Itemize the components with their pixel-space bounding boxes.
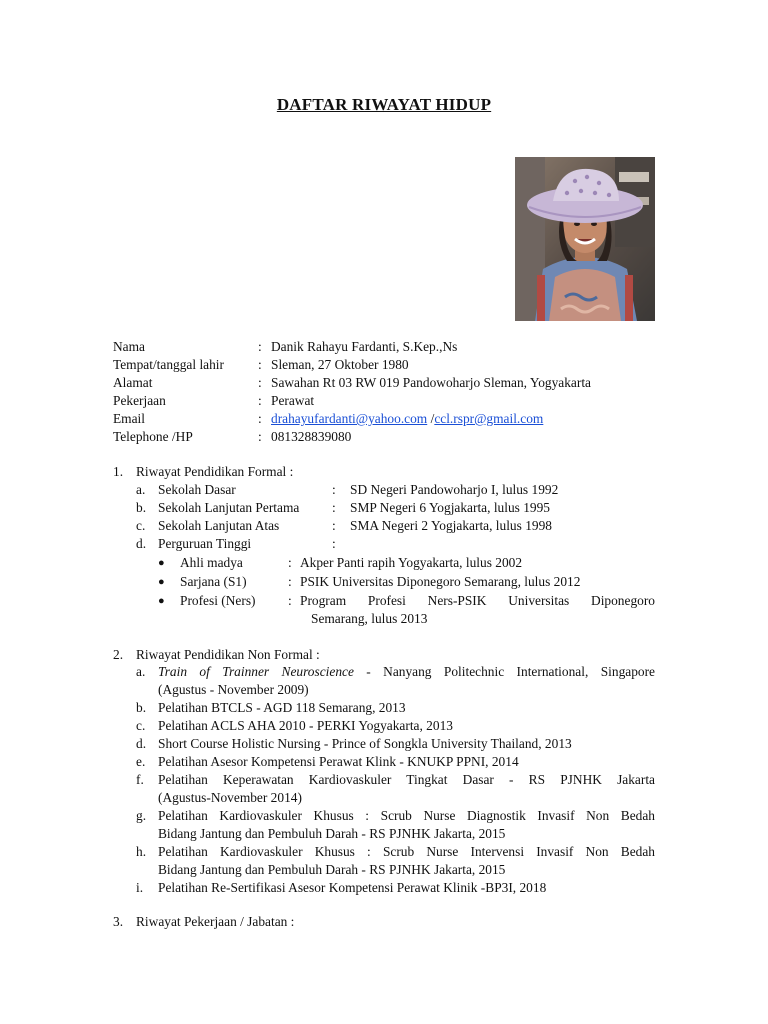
personal-label: Telephone /HP bbox=[113, 429, 193, 444]
degree-value-line1: Program Profesi Ners-PSIK Universitas Diponegoro bbox=[300, 593, 655, 608]
personal-label: Tempat/tanggal lahir bbox=[113, 357, 224, 372]
personal-value: Sawahan Rt 03 RW 019 Pandowoharjo Sleman, Yogyakarta bbox=[271, 375, 591, 390]
degree-colon: : bbox=[288, 555, 292, 570]
personal-colon: : bbox=[258, 411, 262, 426]
training-line2: (Agustus-November 2014) bbox=[158, 790, 302, 805]
section2-title: Riwayat Pendidikan Non Formal : bbox=[136, 647, 320, 662]
email-separator: / bbox=[427, 411, 435, 426]
document-title: DAFTAR RIWAYAT HIDUP bbox=[276, 95, 492, 114]
personal-label: Pekerjaan bbox=[113, 393, 166, 408]
training-line2: (Agustus - November 2009) bbox=[158, 682, 309, 697]
training-line1: Short Course Holistic Nursing - Prince of Songkla University Thailand, 2013 bbox=[158, 736, 572, 751]
email-value bbox=[271, 410, 543, 428]
education-label: Sekolah Dasar bbox=[158, 482, 236, 497]
section3-number: 3. bbox=[113, 914, 124, 929]
degree-value-line2: Semarang, lulus 2013 bbox=[311, 611, 428, 626]
personal-label: Alamat bbox=[113, 375, 153, 390]
degree-colon: : bbox=[288, 574, 292, 589]
bullet-icon: ● bbox=[158, 557, 165, 569]
personal-value: Perawat bbox=[271, 393, 315, 408]
personal-label: Nama bbox=[113, 339, 145, 354]
training-line1-rest: - Nanyang Politechnic International, Singapore bbox=[353, 664, 655, 679]
training-line2: Bidang Jantung dan Pembuluh Darah - RS PJNHK Jakarta, 2015 bbox=[158, 862, 506, 877]
training-line1: Pelatihan ACLS AHA 2010 - PERKI Yogyakarta, 2013 bbox=[158, 718, 453, 733]
education-colon: : bbox=[332, 518, 336, 533]
personal-value: 081328839080 bbox=[271, 429, 352, 444]
item-marker: c. bbox=[136, 718, 146, 733]
training-line1 bbox=[158, 663, 655, 681]
education-value: SMP Negeri 6 Yogjakarta, lulus 1995 bbox=[350, 500, 550, 515]
degree-value: Akper Panti rapih Yogyakarta, lulus 2002 bbox=[300, 555, 523, 570]
email-link-gmail[interactable]: ccl.rspr@gmail.com bbox=[434, 411, 544, 426]
section2-number: 2. bbox=[113, 647, 124, 662]
education-label: Perguruan Tinggi bbox=[158, 536, 252, 551]
item-marker: b. bbox=[136, 500, 147, 515]
item-marker: e. bbox=[136, 754, 146, 769]
item-marker: a. bbox=[136, 664, 146, 679]
education-value: SD Negeri Pandowoharjo I, lulus 1992 bbox=[350, 482, 559, 497]
profile-photo bbox=[515, 157, 655, 321]
item-marker: g. bbox=[136, 808, 147, 823]
bullet-icon: ● bbox=[158, 576, 165, 588]
personal-value: Danik Rahayu Fardanti, S.Kep.,Ns bbox=[271, 339, 458, 354]
degree-value: PSIK Universitas Diponegoro Semarang, lulus 2012 bbox=[300, 574, 581, 589]
section3-title: Riwayat Pekerjaan / Jabatan : bbox=[136, 914, 295, 929]
degree-label: Ahli madya bbox=[180, 555, 243, 570]
personal-label: Email bbox=[113, 411, 145, 426]
training-line1: Pelatihan Asesor Kompetensi Perawat Klink - KNUKP PPNI, 2014 bbox=[158, 754, 519, 769]
personal-colon: : bbox=[258, 357, 262, 372]
personal-colon: : bbox=[258, 375, 262, 390]
training-line1: Pelatihan BTCLS - AGD 118 Semarang, 2013 bbox=[158, 700, 406, 715]
training-line1: Pelatihan Re-Sertifikasi Asesor Kompetensi Perawat Klinik -BP3I, 2018 bbox=[158, 880, 547, 895]
training-title-italic: Train of Trainner Neuroscience bbox=[158, 664, 354, 679]
item-marker: a. bbox=[136, 482, 146, 497]
item-marker: c. bbox=[136, 518, 146, 533]
education-label: Sekolah Lanjutan Atas bbox=[158, 518, 280, 533]
email-link-yahoo[interactable]: drahayufardanti@yahoo.com bbox=[271, 411, 428, 426]
education-colon: : bbox=[332, 536, 336, 551]
training-line1: Pelatihan Kardiovaskuler Khusus : Scrub Nurse Diagnostik Invasif Non Bedah bbox=[158, 808, 655, 823]
bullet-icon: ● bbox=[158, 595, 165, 607]
item-marker: i. bbox=[136, 880, 144, 895]
training-line1: Pelatihan Keperawatan Kardiovaskuler Tingkat Dasar - RS PJNHK Jakarta bbox=[158, 772, 655, 787]
item-marker: b. bbox=[136, 700, 147, 715]
training-line2: Bidang Jantung dan Pembuluh Darah - RS PJNHK Jakarta, 2015 bbox=[158, 826, 506, 841]
item-marker: h. bbox=[136, 844, 147, 859]
training-line1: Pelatihan Kardiovaskuler Khusus : Scrub Nurse Intervensi Invasif Non Bedah bbox=[158, 844, 655, 859]
education-colon: : bbox=[332, 500, 336, 515]
personal-colon: : bbox=[258, 429, 262, 444]
education-label: Sekolah Lanjutan Pertama bbox=[158, 500, 300, 515]
degree-label: Sarjana (S1) bbox=[180, 574, 247, 589]
section1-number: 1. bbox=[113, 464, 124, 479]
item-marker: f. bbox=[136, 772, 144, 787]
personal-colon: : bbox=[258, 339, 262, 354]
item-marker: d. bbox=[136, 536, 147, 551]
education-colon: : bbox=[332, 482, 336, 497]
section1-title: Riwayat Pendidikan Formal : bbox=[136, 464, 294, 479]
personal-colon: : bbox=[258, 393, 262, 408]
item-marker: d. bbox=[136, 736, 147, 751]
personal-value: Sleman, 27 Oktober 1980 bbox=[271, 357, 409, 372]
education-value: SMA Negeri 2 Yogjakarta, lulus 1998 bbox=[350, 518, 552, 533]
degree-colon: : bbox=[288, 593, 292, 608]
degree-label: Profesi (Ners) bbox=[180, 593, 256, 608]
